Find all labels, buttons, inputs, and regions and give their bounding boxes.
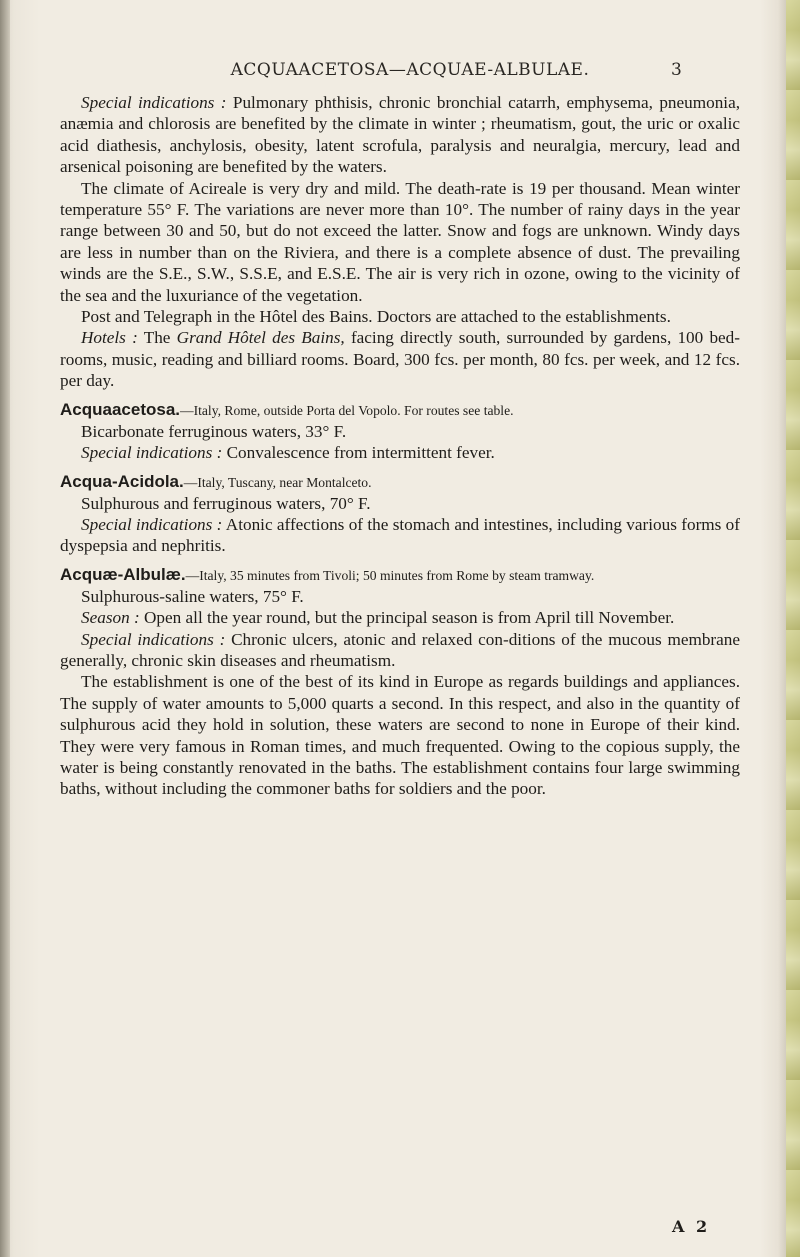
headword: Acquæ-Albulæ. xyxy=(60,564,186,584)
signature-mark: A 2 xyxy=(672,1217,711,1236)
location: —Italy, Tuscany, near Montalceto. xyxy=(183,474,372,490)
paragraph: Sulphurous-saline waters, 75° F. xyxy=(81,586,304,606)
location: —Italy, 35 minutes from Tivoli; 50 minutes from Rome by steam tramway. xyxy=(185,567,595,583)
location: —Italy, Rome, outside Porta del Vopolo. For routes see table. xyxy=(180,402,514,418)
paragraph: The establishment is one of the best of its kind in Europe as regards buildings and appliances. The supply of water amounts to 5,000 quarts a second. In this respect, and also in the quantity of sulphurous acid they hold in solution, these waters are second to none in Europe of their kind. They were very famous in Roman times, and much frequented. Owing to the copious supply, the water is being constantly renovated in the baths. The establishment contains four large swimming baths, without including the commoner baths for soldiers and the poor. xyxy=(60,672,740,799)
paragraph: Bicarbonate ferruginous waters, 33° F. xyxy=(81,421,347,441)
hotel-name: Grand Hôtel des Bains, xyxy=(176,328,345,348)
paragraph: Season : Open all the year round, but the principal season is from April till November. xyxy=(81,608,675,628)
page-number: 3 xyxy=(671,60,682,80)
paragraph: Special indications : Chronic ulcers, atonic and relaxed con-ditions of the mucous membrane generally, chronic skin diseases and rheumatism. xyxy=(60,629,740,670)
paragraph-special-indications: Special indications : Pulmonary phthisis, chronic bronchial catarrh, emphysema, pneumonia, anæmia and chlorosis are benefited by the climate in winter ; rheumatism, gout, the uric or oxalic acid diathesis, anchylosis, obesity, latent scrofula, paralysis and neuralgia, mercury, lead and arsenical poisoning are benefited by the waters. xyxy=(60,93,741,177)
entry-heading xyxy=(60,473,740,491)
paragraph: Special indications : Convalescence from intermittent fever. xyxy=(81,443,495,463)
label: Special indications : xyxy=(81,443,223,463)
label: Hotels : xyxy=(81,328,138,348)
headword: Acquaacetosa. xyxy=(60,399,180,419)
label: Special indications : xyxy=(81,93,227,112)
paragraph-post: Post and Telegraph in the Hôtel des Bains. Doctors are attached to the establishments. xyxy=(81,307,671,327)
label: Season : xyxy=(81,608,140,628)
paragraph-hotels: Hotels : The Grand Hôtel des Bains, facing directly south, surrounded by gardens, 100 bed-rooms, music, reading and billiard rooms. Board, 300 fcs. per month, 80 fcs. per week, and 12 fcs. per day. xyxy=(60,328,740,391)
entry-heading xyxy=(60,566,740,584)
running-title: ACQUAACETOSA—ACQUAE-ALBULAE. xyxy=(230,60,590,80)
headword: Acqua-Acidola. xyxy=(60,471,184,491)
label: Special indications : xyxy=(81,514,223,534)
paragraph: Special indications : Atonic affections of the stomach and intestines, including various forms of dyspepsia and nephritis. xyxy=(60,514,741,556)
paragraph-climate: The climate of Acireale is very dry and mild. The death-rate is 19 per thousand. Mean winter temperature 55° F. The variations are never more than 10°. The number of rainy days in the year range between 30 and 50, but do not exceed the latter. Snow and fogs are unknown. Windy days are less in number than on the Riviera, and there is a complete absence of dust. The prevailing winds are the S.E., S.W., S.S.E, and E.S.E. The air is very rich in ozone, owing to the vicinity of the sea and the luxuriance of the vegetation. xyxy=(60,178,740,305)
label: Special indications : xyxy=(81,629,226,649)
body-text xyxy=(60,92,740,800)
paragraph: Sulphurous and ferruginous waters, 70° F. xyxy=(81,493,371,513)
page-edge-right xyxy=(786,0,800,1257)
page-gutter-left xyxy=(0,0,10,1257)
entry-heading xyxy=(60,401,740,419)
